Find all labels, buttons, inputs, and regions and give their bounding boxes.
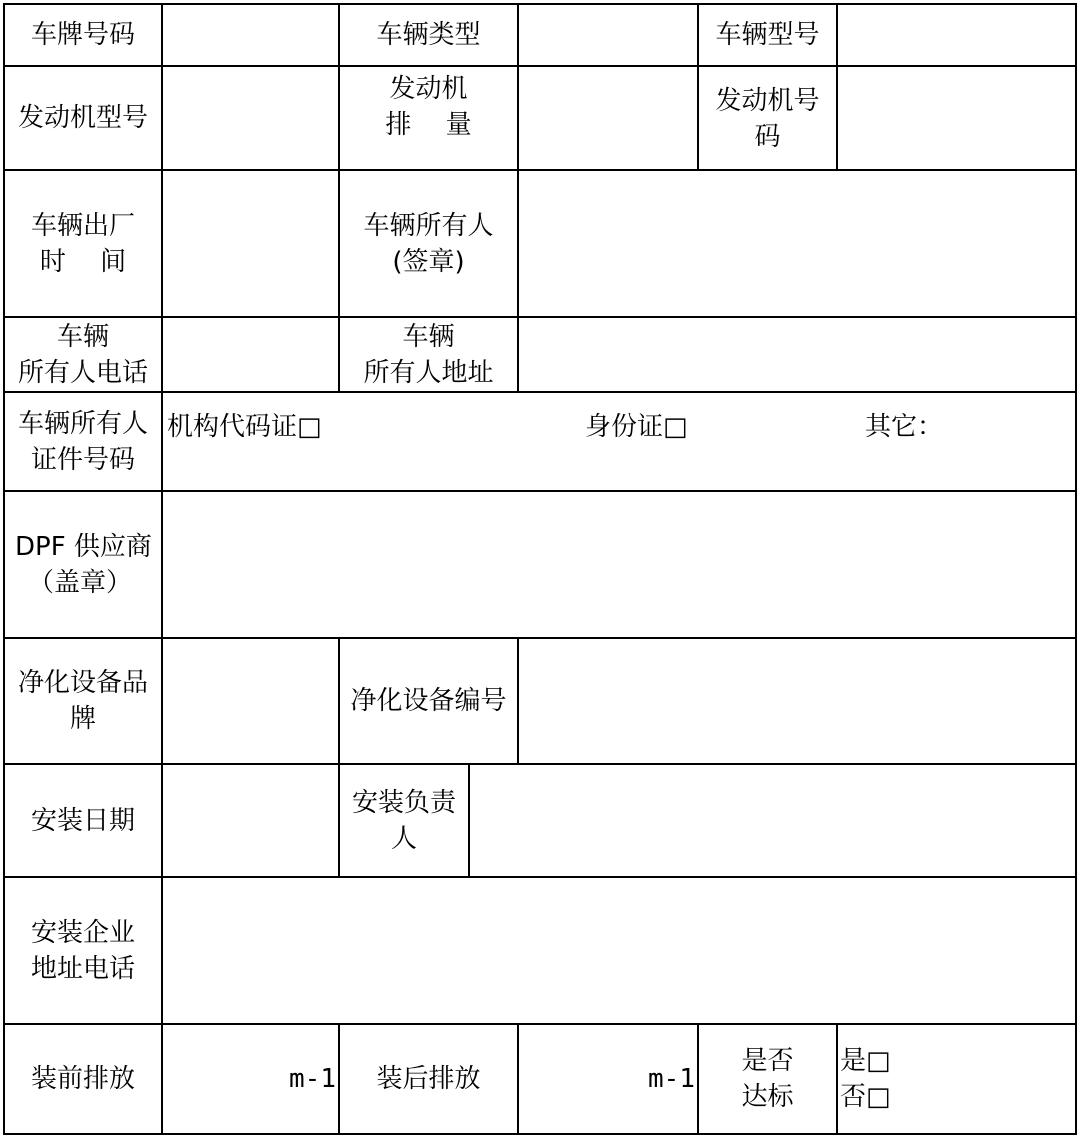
factory-date-field[interactable]	[161, 169, 340, 318]
vehicle-owner-label: 车辆所有人 (签章)	[338, 169, 519, 318]
factory-date-label: 车辆出厂 时 间	[3, 169, 163, 318]
install-manager-field[interactable]	[468, 763, 1077, 878]
vehicle-owner-field[interactable]	[517, 169, 1077, 318]
install-date-field[interactable]	[161, 763, 340, 878]
engine-displacement-field[interactable]	[517, 65, 699, 171]
option-other-field[interactable]: 其它：	[865, 412, 944, 442]
owner-id-label: 车辆所有人 证件号码	[3, 391, 163, 492]
install-company-field[interactable]	[161, 876, 1077, 1025]
owner-address-label: 车辆 所有人地址	[338, 316, 519, 393]
owner-id-options	[161, 391, 1077, 492]
install-manager-label: 安装负责 人	[338, 763, 470, 878]
vehicle-type-field[interactable]	[517, 3, 699, 67]
plate-number-label: 车牌号码	[3, 3, 163, 67]
engine-number-label: 发动机号 码	[697, 65, 838, 171]
device-serial-field[interactable]	[517, 637, 1077, 765]
plate-number-field[interactable]	[161, 3, 340, 67]
engine-displacement-label: 发动机 排 量	[338, 65, 519, 171]
option-id-card-checkbox[interactable]: 身份证□	[585, 412, 688, 442]
vehicle-type-label: 车辆类型	[338, 3, 519, 67]
install-date-label: 安装日期	[3, 763, 163, 878]
engine-number-field[interactable]	[836, 65, 1077, 171]
vehicle-model-field[interactable]	[836, 3, 1077, 67]
engine-model-label: 发动机型号	[3, 65, 163, 171]
dpf-supplier-field[interactable]	[161, 490, 1077, 639]
device-brand-label: 净化设备品 牌	[3, 637, 163, 765]
owner-address-field[interactable]	[517, 316, 1077, 393]
vehicle-model-label: 车辆型号	[697, 3, 838, 67]
engine-model-field[interactable]	[161, 65, 340, 171]
compliance-label: 是否 达标	[697, 1023, 838, 1135]
post-install-emission-label: 装后排放	[338, 1023, 519, 1135]
owner-phone-field[interactable]	[161, 316, 340, 393]
device-serial-label: 净化设备编号	[338, 637, 519, 765]
pre-install-emission-field[interactable]: m-1	[161, 1023, 340, 1135]
owner-phone-label: 车辆 所有人电话	[3, 316, 163, 393]
device-brand-field[interactable]	[161, 637, 340, 765]
option-org-code-checkbox[interactable]: 机构代码证□	[167, 412, 322, 442]
pre-install-emission-label: 装前排放	[3, 1023, 163, 1135]
post-install-emission-field[interactable]: m-1	[517, 1023, 699, 1135]
dpf-supplier-label: DPF 供应商 （盖章）	[3, 490, 163, 639]
compliance-options-checkbox[interactable]: 是□ 否□	[836, 1023, 1077, 1135]
install-company-label: 安装企业 地址电话	[3, 876, 163, 1025]
